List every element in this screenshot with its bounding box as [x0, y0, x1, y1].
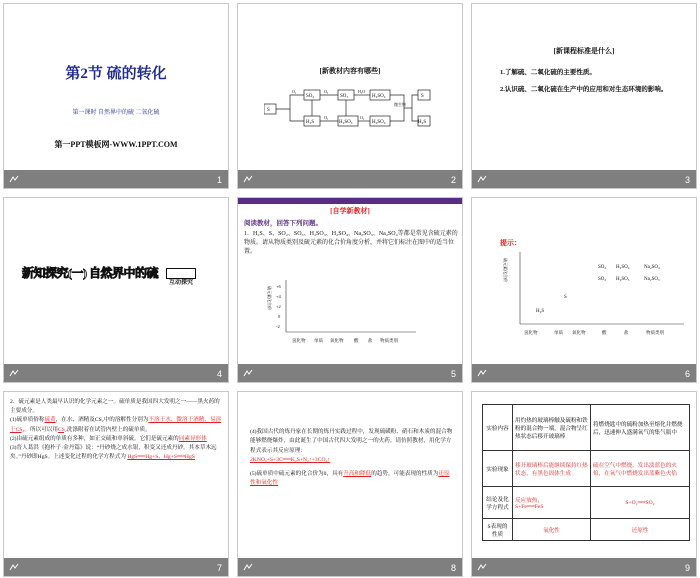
transition-icon[interactable]: [9, 369, 19, 378]
answer-7: 还原性和氧化性: [250, 470, 450, 487]
answer-4: 同素异形体: [178, 435, 207, 442]
slide-number: 5: [450, 369, 456, 379]
standard-item-1: 1.了解硫、二氧化硫的主要性质。: [500, 69, 596, 76]
slide-8[interactable]: [237, 391, 463, 577]
slide-number: 9: [684, 563, 690, 573]
slide-1[interactable]: [3, 3, 229, 189]
sulfur-cycle-diagram: [264, 86, 444, 132]
para-5: (5)硫单质中硫元素的化合价为0，具有升高和降低的趋势，可能表现的性质为还原性和氧化性: [250, 470, 450, 487]
slide-9[interactable]: [471, 391, 697, 577]
svg-text:物质类别: 物质类别: [380, 338, 398, 343]
svg-text:H₂O: H₂O: [358, 89, 366, 94]
text-block: [10, 398, 224, 462]
transition-icon[interactable]: [243, 175, 253, 184]
svg-text:盐: 盐: [624, 330, 629, 335]
para-2b: (2)由硫元素组成的单质有多种，如正交硫和单斜硫。它们是硫元素的同素异形体: [10, 435, 207, 442]
footer-band: [472, 558, 696, 576]
answer-1: 硫黄: [44, 417, 56, 424]
slide-2[interactable]: [237, 3, 463, 189]
footer-band: [238, 558, 462, 576]
svg-text:+4: +4: [276, 294, 281, 299]
node-h2s-right: H₂S: [418, 120, 427, 125]
slide-3[interactable]: [471, 3, 697, 189]
svg-text:氢化物: 氢化物: [292, 338, 306, 343]
footer-band: [4, 558, 228, 576]
svg-text:硫元素化合价: 硫元素化合价: [503, 258, 508, 282]
experiment-table: [482, 404, 690, 541]
slide-header: [自学新教材]: [330, 207, 370, 215]
svg-text:H₂SO₄: H₂SO₄: [616, 265, 630, 270]
svg-text:O₂: O₂: [292, 89, 297, 94]
footer-band: [4, 170, 228, 188]
slide-7[interactable]: [3, 391, 229, 577]
slide-number: 7: [216, 563, 222, 573]
svg-text:氧化物: 氧化物: [330, 338, 344, 343]
slide-title: 第2节 硫的转化: [65, 66, 167, 82]
node-s-right: S: [421, 94, 424, 99]
answer-6: 升高和降低: [343, 470, 372, 477]
top-bar: [238, 198, 462, 204]
slide-header: [新教材内容有哪些]: [319, 67, 381, 75]
site-credit: 第一PPT模板网-WWW.1PPT.COM: [54, 140, 178, 149]
slide-header: [新课程标准是什么]: [553, 47, 615, 55]
svg-text:盐: 盐: [368, 338, 373, 343]
slide-number: 2: [450, 175, 456, 185]
footer-band: [4, 364, 228, 382]
node-h2so4: H₂SO₄: [372, 94, 386, 99]
footer-band: [238, 364, 462, 382]
svg-text:氧化物: 氧化物: [572, 330, 586, 335]
transition-icon[interactable]: [477, 175, 487, 184]
slide-number: 3: [684, 175, 690, 185]
slide-number: 1: [216, 175, 222, 185]
svg-text:单质: 单质: [314, 338, 323, 343]
valence-chart-answer: [500, 250, 690, 342]
transition-icon[interactable]: [477, 369, 487, 378]
answer-5: HgS══Hg+S、Hg+S══HgS: [127, 454, 195, 461]
slide-4[interactable]: [3, 197, 229, 383]
node-h2so3: H₂SO₃: [339, 120, 353, 125]
para-2c: (3)晋人葛洪《抱朴子·金丹篇》说：“丹砂烧之成水银，积变又还成丹砂。其本草木远矣。”丹砂即HgS。上述变化过程的化学方程式为 HgS══Hg+S、Hg+S══HgS: [10, 445, 217, 461]
transition-icon[interactable]: [243, 369, 253, 378]
transition-icon[interactable]: [9, 175, 19, 184]
svg-text:酸: 酸: [354, 338, 359, 343]
para-2: 2．硫元素是人类最早认识的化学元素之一。硫单质是我国四大发明之一——黑火药的主要成分。: [10, 399, 220, 415]
svg-text:微生物: 微生物: [394, 102, 406, 107]
para-4: (4)我国古代的炼丹家在长期的炼丹实践过程中，发现硫磺粉、硝石和木炭的混合物能够燃烧爆炸，由此诞生了中国古代四大发明之一的火药。请仿照教材，用化学方程式表示其反应原理：: [250, 429, 453, 454]
svg-text:氢化物: 氢化物: [524, 330, 538, 335]
section-banner: 新知探究(一) 自然界中的硫: [22, 266, 158, 280]
text-block: [250, 428, 454, 488]
svg-text:-2: -2: [276, 324, 280, 329]
interactive-tag: 互动探究: [166, 268, 196, 279]
svg-text:H₂S: H₂S: [536, 309, 545, 314]
svg-text:单质: 单质: [554, 330, 563, 335]
svg-text:0: 0: [278, 314, 281, 319]
question-1: 1．H₂S、S、SO₂、SO₃、H₂SO₃、H₂SO₄、Na₂SO₃、Na₂SO₄等都是常见含硫元素的物质。请从物质类别及硫元素的化合价角度分析，并将它们标注在图中的适当位置。: [244, 231, 458, 255]
node-so2: SO₂: [306, 94, 315, 99]
svg-text:O₂: O₂: [324, 115, 329, 120]
instruction: 阅读教材，回答下列问题。: [244, 220, 322, 227]
slide-number: 8: [450, 563, 456, 573]
slide-subtitle: 第一课时 自然界中的硫 二氧化硫: [72, 110, 160, 116]
transition-icon[interactable]: [9, 563, 19, 572]
svg-text:Na₂SO₃: Na₂SO₃: [644, 277, 660, 282]
svg-text:+6: +6: [276, 284, 281, 289]
footer-band: [472, 364, 696, 382]
svg-text:SO₃: SO₃: [598, 265, 607, 270]
slide-number: 6: [684, 369, 690, 379]
answer-2: 不溶于水、微溶于酒精、易溶于CS₂: [10, 417, 222, 433]
slide-6[interactable]: [471, 197, 697, 383]
table-row: 实验内容 用灼热的玻璃棒触及硫粉和铁粉的混合物一端，混合物呈红热状态后移开玻璃棒 将燃烧匙中的硫粉加热至熔化并燃烧后，迅速伸入盛满氧气的集气瓶中: [483, 405, 690, 451]
para-4-answer: 2KNO₃+S+3C══K₂S+N₂↑+3CO₂↑: [250, 457, 331, 464]
slide-5[interactable]: [237, 197, 463, 383]
standard-item-2: 2.认识硫、二氧化硫在生产中的应用和对生态环境的影响。: [500, 86, 668, 93]
slide-number: 4: [216, 369, 222, 379]
svg-text:Na₂SO₄: Na₂SO₄: [644, 265, 660, 270]
footer-band: [238, 170, 462, 188]
node-s-left: S: [267, 108, 270, 113]
chart-ylabel: 硫元素化合价: [267, 286, 272, 310]
valence-chart-empty: [264, 276, 424, 348]
svg-text:物质类别: 物质类别: [646, 330, 664, 335]
answer-3: CS₂: [57, 426, 67, 433]
node-h2s: H₂S: [306, 120, 315, 125]
node-h2so4b: H₂SO₄: [372, 120, 386, 125]
para-2a: (1)硫单质俗称硫黄，在水、酒精及CS₂中的溶解性分别为不溶于水、微溶于酒精、易溶于CS₂。所以可以用CS₂洗涤附着在试管内壁上的硫单质。: [10, 417, 222, 433]
table-row: 实验现象 移开玻璃棒后能继续保持红热状态，有黑色固体生成 硫在空气中燃烧，发出淡蓝色的火焰，在氧气中燃烧发出蓝紫色火焰: [483, 451, 690, 487]
table-row: S表现的性质 氧化性 还原性: [483, 519, 690, 541]
svg-text:+2: +2: [276, 304, 281, 309]
table-row: 结论及化学方程式 反应放热， S+Fe══FeS S+O₂══SO₂: [483, 487, 690, 519]
transition-icon[interactable]: [477, 563, 487, 572]
hint-label: 提示：: [500, 239, 521, 247]
svg-text:O₂: O₂: [360, 115, 365, 120]
svg-text:H₂SO₃: H₂SO₃: [616, 277, 630, 282]
svg-text:S: S: [564, 295, 567, 300]
transition-icon[interactable]: [243, 563, 253, 572]
svg-text:酸: 酸: [602, 330, 607, 335]
node-so3: SO₃: [340, 94, 349, 99]
svg-text:O₂: O₂: [324, 89, 329, 94]
footer-band: [472, 170, 696, 188]
svg-text:SO₂: SO₂: [598, 277, 607, 282]
